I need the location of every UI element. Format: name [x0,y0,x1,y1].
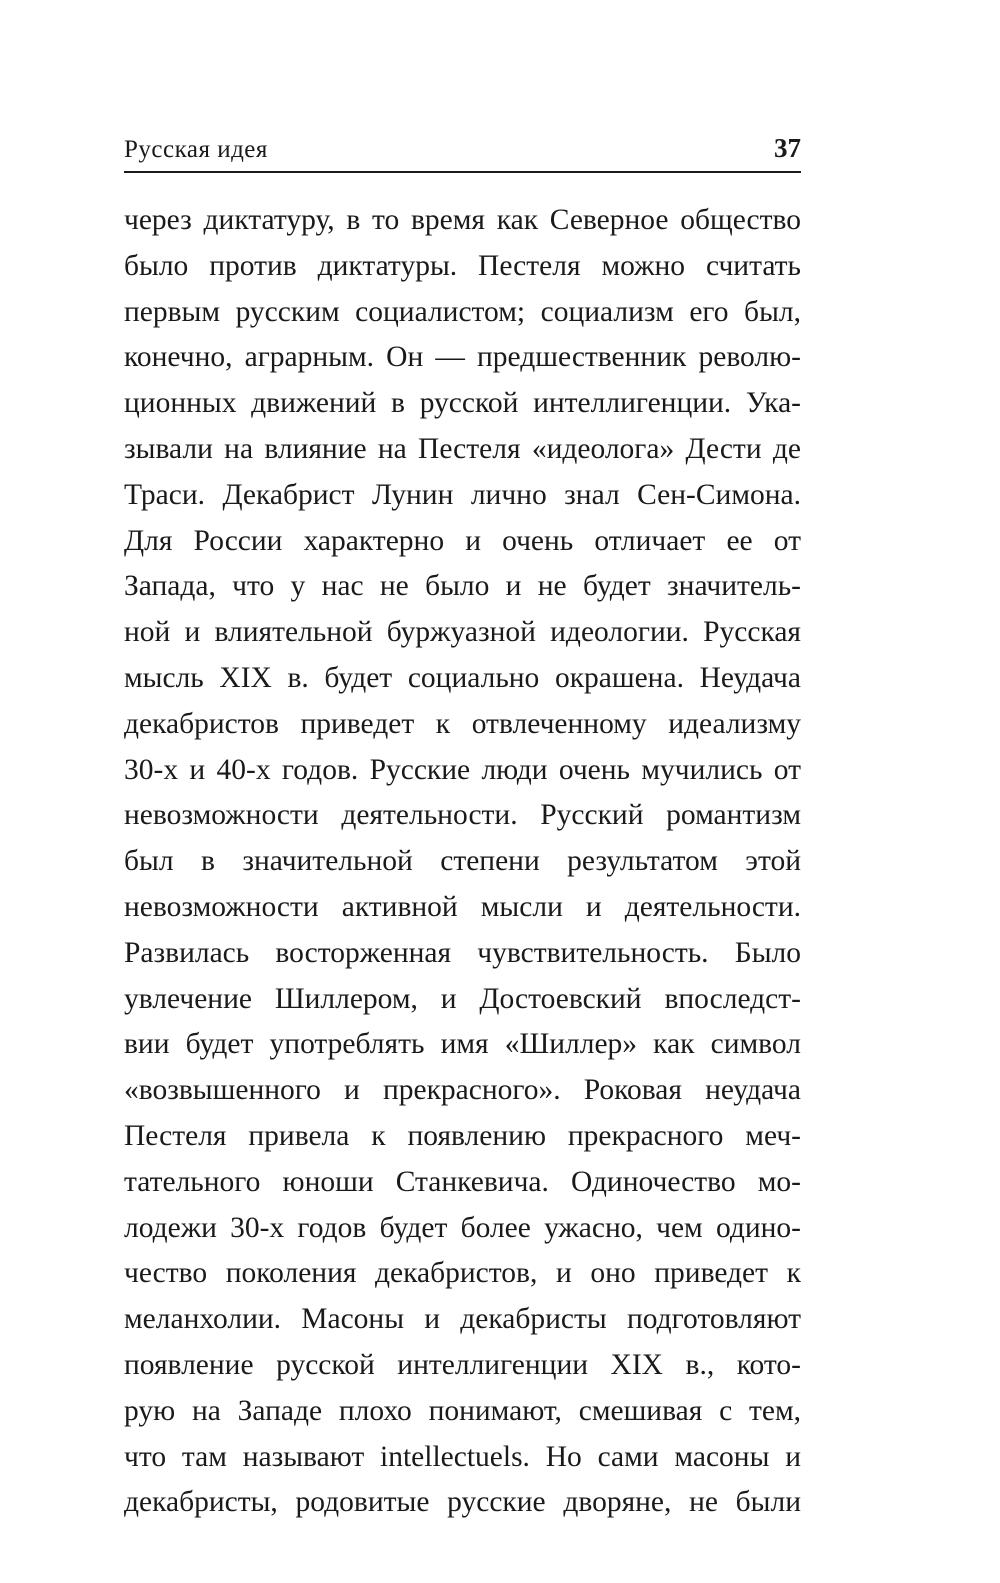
text-line: Развилась восторженная чувствительность. Было [124,936,801,969]
text-line: чество поколения декабристов, и оно приведет к [124,1257,801,1290]
text-line: лодежи 30-х годов будет более ужасно, чем одино- [124,1211,801,1244]
running-head [124,131,801,171]
text-line: ной и влиятельной буржуазной идеологии. Русская [124,616,801,649]
text-line: 30-х и 40-х годов. Русские люди очень мучились от [124,753,801,786]
text-line: декабристов приведет к отвлеченному идеализму [124,707,801,740]
header-rule [124,171,801,173]
text-line: конечно, аграрным. Он — предшественник револю- [124,341,801,374]
text-line: меланхолии. Масоны и декабристы подготовляют [124,1303,801,1336]
text-line: рую на Западе плохо понимают, смешивая с тем, [124,1394,801,1427]
text-line: что там называют intellectuels. Но сами масоны и [124,1440,801,1473]
text-line: зывали на влияние на Пестеля «идеолога» Дести де [124,432,801,465]
text-line: Пестеля привела к появлению прекрасного меч- [124,1119,801,1152]
text-line: «возвышенного и прекрасного». Роковая неудача [124,1074,801,1107]
text-line: увлечение Шиллером, и Достоевский впоследст- [124,982,801,1015]
text-line: через диктатуру, в то время как Северное общество [124,204,801,236]
text-line: ционных движений в русской интеллигенции. Ука- [124,387,801,420]
text-line: Запада, что у нас не было и не будет значитель- [124,570,801,603]
text-line: декабристы, родовитые русские дворяне, не были [124,1486,801,1519]
text-line: невозможности активной мысли и деятельности. [124,890,801,923]
text-line: был в значительной степени результатом этой [124,845,801,878]
text-line: тательного юноши Станкевича. Одиночество мо- [124,1165,801,1198]
text-line: вии будет употреблять имя «Шиллер» как символ [124,1028,801,1061]
text-line: было против диктатуры. Пестеля можно считать [124,249,801,282]
text-line: невозможности деятельности. Русский романтизм [124,799,801,832]
page-number: 37 [774,133,801,163]
body-text [124,198,801,1526]
text-line: первым русским социалистом; социализм его был, [124,295,801,328]
text-line: Траси. Декабрист Лунин лично знал Сен-Симона. [124,478,801,511]
text-line: Для России характерно и очень отличает ее от [124,524,801,557]
running-title: Русская идея [124,136,268,163]
text-line: появление русской интеллигенции XIX в., кото- [124,1348,801,1381]
text-line: мысль XIX в. будет социально окрашена. Неудача [124,661,801,694]
